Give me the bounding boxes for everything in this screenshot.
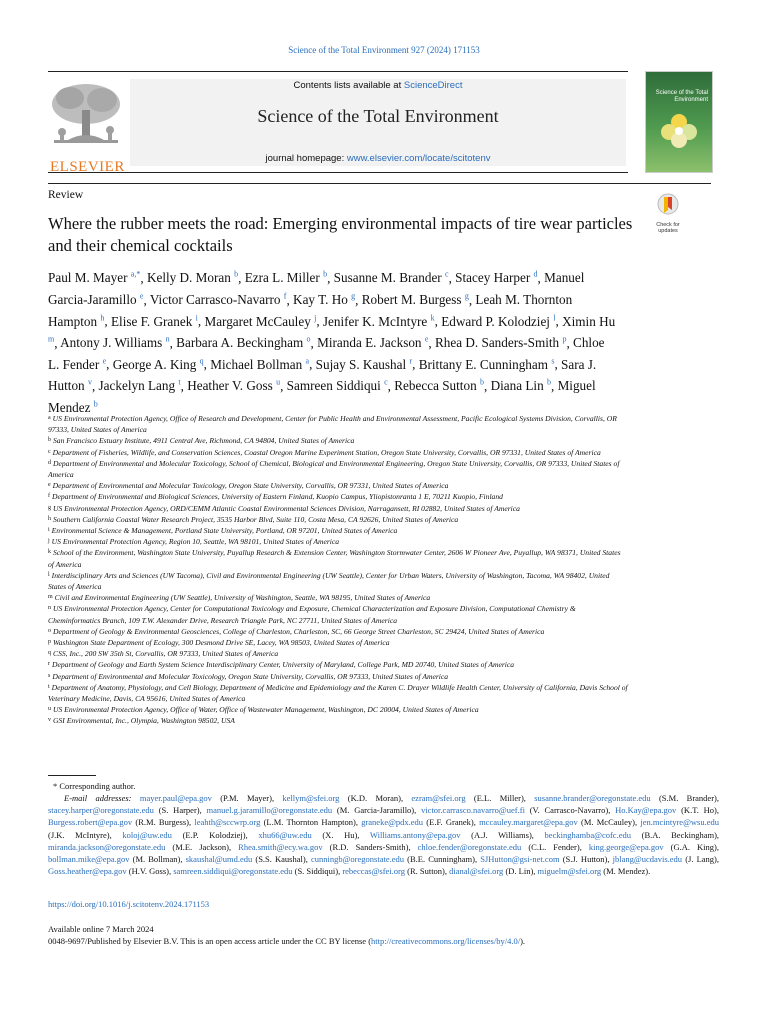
affiliation-key: f xyxy=(48,493,50,500)
author-name: Antony J. Williams xyxy=(60,335,163,351)
author[interactable] xyxy=(435,335,566,350)
license-suffix: ). xyxy=(520,936,526,946)
affiliation-key: u xyxy=(48,706,51,713)
affiliation-row xyxy=(48,536,628,547)
affiliation-text: US Environmental Protection Agency, Office of Research and Development, Center for Public Health and Environmental Assessment, Pacific Ecological Systems Division, Corvallis, OR 97333, United States of America xyxy=(48,414,617,435)
author-name: Paul M. Mayer xyxy=(48,270,128,286)
author-affiliation-marker[interactable]: h xyxy=(100,313,105,323)
contents-prefix: Contents lists available at xyxy=(293,80,404,91)
email-owner: (V. Carrasco-Navarro) xyxy=(529,805,609,816)
affiliation-key: a xyxy=(48,415,51,421)
author-affiliation-marker[interactable]: c xyxy=(445,270,449,279)
affiliation-key: v xyxy=(48,717,51,724)
author[interactable] xyxy=(99,378,181,393)
affiliation-row xyxy=(48,503,628,514)
author-name: Kay T. Ho xyxy=(293,291,348,307)
author-name: Chloe L. Fender xyxy=(48,335,605,372)
affiliation-row xyxy=(48,435,628,446)
affiliation-text: Interdisciplinary Arts and Sciences (UW Tacoma), Civil and Environmental Engineering (UW Seattle), Center for Urban Waters, University of Washington, Tacoma, WA 98402, United States of America xyxy=(48,570,610,592)
email-link[interactable]: koloj@uw.edu xyxy=(122,829,172,840)
affiliation-row xyxy=(48,648,628,659)
author-name: Rhea D. Sanders-Smith xyxy=(434,335,560,351)
email-owner: (M. McCauley) xyxy=(580,817,635,828)
email-owner: (S. Harper) xyxy=(158,805,200,816)
author[interactable] xyxy=(60,335,169,350)
email-owner: (R.M. Burgess) xyxy=(135,817,189,828)
affiliation-row xyxy=(48,637,628,648)
author[interactable] xyxy=(394,378,484,393)
email-link[interactable]: samreen.siddiqui@oregonstate.edu xyxy=(173,866,293,877)
affiliation-key: h xyxy=(48,515,51,522)
author-affiliation-marker[interactable]: b xyxy=(546,377,551,387)
author-list: Paul M. Mayer $^{a,*}$, Kelly D. Moran $^b$, Ezra L. Miller $^b$, Susanne M. Brander $^c$, Stacey Harper $^d$, Manuel Garcia-Jaramillo $^e$, Victor Carrasco-Navarro $^f$, Kay T. Ho $^g$, Robert M. Burgess $^g$, Leah M. Thornton Hampton $^h$, Elise F. Granek $^i$, Margaret McCauley $^j$, Jenifer K. McIntyre $^k$, Edward P. Kolodziej $^l$, Ximin Hu $^m$, Antony J. Williams $^n$, Barbara A. Beckingham $^o$, Miranda E. Jackson $^e$, Rhea D. Sanders-Smith $^p$, Chloe L. Fender $^e$, George A. King $^q$, Michael Bollman $^a$, Sujay S. Kaushal $^r$, Brittany E. Cunningham $^s$, Sara J. Hutton $^v$, Jackelyn Lang $^t$, Heather V. Goss $^u$, Samreen Siddiqui $^c$, Rebecca Sutton $^b$, Diana Lin $^b$, Miguel Mendez $^b$ xyxy=(48,270,616,415)
email-link[interactable]: Goss.heather@epa.gov xyxy=(48,866,127,877)
license-statement xyxy=(48,936,525,946)
author-name: Elise F. Granek xyxy=(110,313,193,329)
affiliation-key: j xyxy=(48,538,50,545)
author-name: Victor Carrasco-Navarro xyxy=(149,291,281,307)
author-name: Diana Lin xyxy=(490,378,544,394)
affiliation-key: q xyxy=(48,650,51,657)
author-affiliation-marker[interactable]: u xyxy=(276,377,281,387)
affiliation-text: Department of Anatomy, Physiology, and Cell Biology, Department of Medicine and Epidemiology and the Karen C. Drayer Wildlife Health Center, University of California, Davis School of Veterinary Medicine, Davis, CA 95616, United States of America xyxy=(48,682,628,704)
author[interactable] xyxy=(334,270,449,285)
email-list: mayer.paul@epa.gov (P.M. Mayer), kellym@sfei.org (K.D. Moran), ezram@sfei.org (E.L. Miller), susanne.brander@oregonstate.edu (S.M. Brander), stacey.harper@oregonstate.edu (S. Harper), manuel.g.jaramillo@oregonstate.edu (M. Garcia-Jaramillo), victor.carrasco.navarro@uef.fi (V. Carrasco-Navarro), Ho.Kay@epa.gov (K.T. Ho), Burgess.robert@epa.gov (R.M. Burgess), leahth@sccwrp.org (L.M. Thornton Hampton), graneke@pdx.edu (E.F. Granek), mccauley.margaret@epa.gov (M. McCauley), jen.mcintyre@wsu.edu (J.K. McIntyre), koloj@uw.edu (E.P. Kolodziej), xhu66@uw.edu (X. Hu), Williams.antony@epa.gov (A.J. Williams), beckinghamba@cofc.edu (B.A. Beckingham), miranda.jackson@oregonstate.edu (M.E. Jackson), Rhea.smith@ecy.wa.gov (R.D. Sanders-Smith), chloe.fender@oregonstate.edu (C.L. Fender), king.george@epa.gov (G.A. King), bollman.mike@epa.gov (M. Bollman), skaushal@umd.edu (S.S. Kaushal), cunningb@oregonstate.edu (B.E. Cunningham), SJHutton@gsi-net.com (S.J. Hutton), jblang@ucdavis.edu (J. Lang), Goss.heather@epa.gov (H.V. Goss), samreen.siddiqui@oregonstate.edu (S. Siddiqui), rebeccas@sfei.org (R. Sutton), dianal@sfei.org (D. Lin), miguelm@sfei.org (M. Mendez). xyxy=(48,793,720,877)
journal-cover-thumbnail[interactable] xyxy=(645,71,713,173)
affiliation-key: c xyxy=(48,448,51,455)
author-name: Heather V. Goss xyxy=(187,378,273,394)
email-owner: (K.D. Moran) xyxy=(347,793,401,803)
author-affiliation-marker[interactable]: s xyxy=(551,356,555,366)
email-owner: (S. Siddiqui) xyxy=(294,866,339,877)
author-affiliation-marker[interactable]: g xyxy=(351,291,356,301)
email-owner: (R. Sutton) xyxy=(407,866,445,877)
author[interactable] xyxy=(293,292,355,307)
author-name: Brittany E. Cunningham xyxy=(418,356,549,372)
email-link[interactable]: graneke@pdx.edu xyxy=(361,817,424,828)
email-owner: (D. Lin) xyxy=(505,866,534,877)
author-affiliation-marker[interactable]: o xyxy=(306,334,311,344)
author-affiliation-marker[interactable]: b xyxy=(479,377,484,387)
elsevier-wordmark: ELSEVIER xyxy=(50,159,125,175)
affiliation-row xyxy=(48,570,628,592)
affiliation-text: US Environmental Protection Agency, ORD/CEMM Atlantic Coastal Environmental Sciences Division, Narragansett, RI 02882, United States of America xyxy=(53,503,520,513)
affiliation-text: School of the Environment, Washington State University, Puyallup Research & Extension Center, Washington Stormwater Center, 2606 W Pioneer Ave, Puyallup, WA 98371, United States of America xyxy=(48,548,621,569)
email-link[interactable]: SJHutton@gsi-net.com xyxy=(480,854,560,865)
email-link[interactable]: Ho.Kay@epa.gov xyxy=(615,805,677,816)
affiliation-key: b xyxy=(48,437,51,444)
affiliation-key: o xyxy=(48,627,51,634)
email-link[interactable]: Burgess.robert@epa.gov xyxy=(48,817,133,828)
email-link[interactable]: mccauley.margaret@epa.gov xyxy=(479,817,578,828)
author-name: Samreen Siddiqui xyxy=(286,378,381,394)
email-link[interactable]: skaushal@umd.edu xyxy=(185,854,253,865)
author-affiliation-marker[interactable]: k xyxy=(430,313,435,323)
author[interactable] xyxy=(176,335,310,350)
author-name: Susanne M. Brander xyxy=(333,270,442,286)
author[interactable] xyxy=(419,357,555,372)
author[interactable] xyxy=(187,378,280,393)
cover-title: Science of the Total Environment xyxy=(655,90,708,103)
email-link[interactable]: beckinghamba@cofc.edu xyxy=(544,829,631,840)
author-name: Michael Bollman xyxy=(210,356,303,372)
journal-homepage-link[interactable]: www.elsevier.com/locate/scitotenv xyxy=(346,153,491,164)
author-name: Edward P. Kolodziej xyxy=(441,313,550,329)
journal-title: Science of the Total Environment xyxy=(257,106,499,126)
email-owner: (E.L. Miller) xyxy=(473,793,524,803)
affiliation-row xyxy=(48,715,628,726)
affiliation-key: s xyxy=(48,672,51,679)
email-link[interactable]: susanne.brander@oregonstate.edu xyxy=(534,793,651,803)
author[interactable] xyxy=(362,292,469,307)
author-name: Rebecca Sutton xyxy=(394,378,477,394)
author-affiliation-marker[interactable]: v xyxy=(87,377,92,387)
affiliation-text: US Environmental Protection Agency, Office of Water, Office of Wastewater Management, Washington, DC 20004, United States of America xyxy=(53,705,479,715)
email-owner: (B.A. Beckingham) xyxy=(641,829,717,840)
author-affiliation-marker[interactable]: d xyxy=(533,270,538,279)
affiliation-row xyxy=(48,447,628,458)
affiliation-row xyxy=(48,413,628,435)
affiliation-key: r xyxy=(48,661,50,668)
email-link[interactable]: xhu66@uw.edu xyxy=(258,829,312,840)
elsevier-tree-logo[interactable] xyxy=(48,80,126,175)
email-link[interactable]: Rhea.smith@ecy.wa.gov xyxy=(238,841,323,852)
email-link[interactable]: cunningb@oregonstate.edu xyxy=(310,854,404,865)
email-owner: (B.E. Cunningham) xyxy=(407,854,475,865)
contents-available-line xyxy=(130,80,626,91)
author[interactable] xyxy=(48,270,140,285)
affiliation-row xyxy=(48,704,628,715)
affiliation-text: Southern California Coastal Water Research Project, 3535 Harbor Blvd, Suite 110, Costa Mesa, CA 92626, United States of America xyxy=(53,514,459,524)
email-link[interactable]: king.george@epa.gov xyxy=(588,841,664,852)
author[interactable] xyxy=(455,270,537,285)
affiliation-text: Department of Environmental and Biological Sciences, University of Eastern Finland, Kuopio Campus, Yliopistonranta 1 E, 70211 Kuopio, Finland xyxy=(52,492,503,502)
author[interactable] xyxy=(210,357,309,372)
email-link[interactable]: leahth@sccwrp.org xyxy=(194,817,261,828)
author[interactable] xyxy=(245,270,327,285)
affiliation-key: k xyxy=(48,549,51,556)
paper-title: Where the rubber meets the road: Emerging environmental impacts of tire wear particles and their chemical cocktails xyxy=(48,214,633,255)
author-affiliation-marker[interactable]: q xyxy=(199,356,204,366)
author-affiliation-marker[interactable]: e xyxy=(102,356,107,366)
email-owner: (J.K. McIntyre) xyxy=(48,829,110,840)
affiliation-text: Washington State Department of Ecology, 300 Desmond Drive SE, Lacey, WA 98503, United States of America xyxy=(53,638,390,648)
author[interactable] xyxy=(204,314,316,329)
author-affiliation-marker[interactable]: c xyxy=(384,377,388,387)
author[interactable] xyxy=(491,378,551,393)
email-link[interactable]: chloe.fender@oregonstate.edu xyxy=(417,841,522,852)
author[interactable] xyxy=(147,270,238,285)
homepage-prefix: journal homepage: xyxy=(265,153,347,164)
email-link[interactable]: rebeccas@sfei.org xyxy=(342,866,405,877)
email-owner: (H.V. Goss) xyxy=(128,866,169,877)
affiliation-text: Department of Environmental and Molecular Toxicology, Oregon State University, Corvallis, OR 97331, United States of America xyxy=(52,481,449,491)
affiliation-row xyxy=(48,514,628,525)
check-for-updates-badge[interactable] xyxy=(648,193,688,233)
author-affiliation-marker[interactable]: p xyxy=(562,334,567,344)
article-type-label: Review xyxy=(48,189,84,201)
affiliation-list xyxy=(48,413,628,727)
author[interactable] xyxy=(323,314,435,329)
email-owner: (X. Hu) xyxy=(322,829,358,840)
author-name: Stacey Harper xyxy=(455,270,531,286)
title-rule xyxy=(48,183,711,184)
affiliation-key: i xyxy=(48,527,50,534)
author-name: George A. King xyxy=(112,356,197,372)
email-owner: (E.P. Kolodziej) xyxy=(182,829,246,840)
author-affiliation-marker[interactable]: e xyxy=(139,291,144,301)
email-owner: (P.M. Mayer) xyxy=(220,793,272,803)
email-owner: (E.F. Granek) xyxy=(426,817,474,828)
affiliation-text: Environmental Science & Management, Portland State University, Portland, OR 97201, United States of America xyxy=(51,526,398,536)
author-affiliation-marker[interactable]: e xyxy=(424,334,429,344)
author-name: Miguel Mendez xyxy=(48,378,596,415)
email-link[interactable]: Williams.antony@epa.gov xyxy=(369,829,461,840)
author-affiliation-marker[interactable]: n xyxy=(165,334,170,344)
email-owner: (S.S. Kaushal) xyxy=(255,854,306,865)
affiliation-text: GSI Environmental, Inc., Olympia, Washington 98502, USA xyxy=(53,716,235,726)
affiliation-row xyxy=(48,603,628,625)
affiliation-row xyxy=(48,682,628,704)
email-owner: (J. Lang) xyxy=(685,854,717,865)
author-name: Sara J. Hutton xyxy=(48,356,597,394)
author-name: Leah M. Thornton Hampton xyxy=(48,291,573,329)
author-affiliation-marker[interactable]: j xyxy=(314,313,317,323)
author-affiliation-marker[interactable]: f xyxy=(283,291,287,301)
sciencedirect-link[interactable]: ScienceDirect xyxy=(403,80,463,91)
email-owner: (K.T. Ho) xyxy=(681,805,717,816)
email-owner: (G.A. King) xyxy=(670,841,717,852)
affiliation-row xyxy=(48,525,628,536)
affiliation-key: l xyxy=(48,571,50,578)
author-affiliation-marker[interactable]: r xyxy=(409,356,413,366)
affiliation-row xyxy=(48,480,628,491)
email-link[interactable]: ezram@sfei.org xyxy=(411,793,466,803)
affiliation-text: US Environmental Protection Agency, Region 10, Seattle, WA 98101, United States of America xyxy=(51,537,340,547)
affiliation-key: t xyxy=(48,683,50,690)
author-name: Kelly D. Moran xyxy=(146,270,231,286)
affiliation-text: US Environmental Protection Agency, Center for Computational Toxicology and Exposure, Chemical Characterization and Exposure Division, Computational Chemistry & Cheminformatics Branch, 109 T.W. Alexander Drive, Research Triangle Park, NC 27711, United States of America xyxy=(48,604,576,625)
email-owner: (R.D. Sanders-Smith) xyxy=(329,841,409,852)
available-online-date: Available online 7 March 2024 xyxy=(48,924,154,934)
affiliation-key: p xyxy=(48,639,51,646)
email-addresses xyxy=(48,792,719,877)
author[interactable] xyxy=(113,357,204,372)
affiliation-text: Department of Environmental and Molecular Toxicology, Oregon State University, Corvallis, OR 97333, United States of America xyxy=(52,671,449,681)
affiliation-text: San Francisco Estuary Institute, 4911 Central Ave, Richmond, CA 94804, United States of America xyxy=(53,436,355,446)
journal-citation-line[interactable]: Science of the Total Environment 927 (2024) 171153 xyxy=(288,45,480,55)
email-link[interactable]: victor.carrasco.navarro@uef.fi xyxy=(421,805,525,816)
affiliation-key: g xyxy=(48,504,51,511)
author[interactable] xyxy=(287,378,388,393)
email-link[interactable]: stacey.harper@oregonstate.edu xyxy=(48,805,154,816)
affiliation-row xyxy=(48,547,628,569)
author[interactable] xyxy=(441,314,555,329)
author-affiliation-marker[interactable]: m xyxy=(48,334,55,344)
email-link[interactable]: mayer.paul@epa.gov xyxy=(139,793,212,803)
author-name: Ximin Hu xyxy=(562,313,616,329)
footnote-rule xyxy=(48,775,96,776)
journal-homepage-line xyxy=(130,153,626,164)
author-name: Barbara A. Beckingham xyxy=(176,335,304,351)
affiliation-row xyxy=(48,671,628,682)
affiliation-text: Department of Geology & Environmental Geosciences, College of Charleston, Charleston, SC, 66 George Street Charleston, SC 29424, United States of America xyxy=(53,626,545,636)
affiliation-key: m xyxy=(48,594,53,601)
affiliation-key: d xyxy=(48,459,51,466)
email-link[interactable]: miranda.jackson@oregonstate.edu xyxy=(48,841,166,852)
affiliation-text: Department of Geology and Earth System Science Interdisciplinary Center, University of Maryland, College Park, MD 20740, United States of America xyxy=(52,660,515,670)
email-link[interactable]: bollman.mike@epa.gov xyxy=(48,854,130,865)
affiliation-row xyxy=(48,592,628,603)
check-updates-icon xyxy=(657,193,679,217)
email-link[interactable]: jblang@ucdavis.edu xyxy=(612,854,683,865)
affiliation-key: n xyxy=(48,605,51,612)
email-owner: (S.M. Brander) xyxy=(658,793,717,803)
author[interactable] xyxy=(111,314,198,329)
author-name: Ezra L. Miller xyxy=(244,270,320,286)
author-affiliation-marker[interactable]: g xyxy=(464,291,469,301)
email-link[interactable]: kellym@sfei.org xyxy=(282,793,340,803)
affiliation-text: Civil and Environmental Engineering (UW Seattle), University of Washington, Seattle, WA 98195, United States of America xyxy=(54,593,431,603)
author-affiliation-marker[interactable]: b xyxy=(234,270,239,279)
author-affiliation-marker[interactable]: b xyxy=(93,399,98,409)
affiliation-row xyxy=(48,626,628,637)
email-owner: (L.M. Thornton Hampton) xyxy=(263,817,356,828)
email-link[interactable]: manuel.g.jaramillo@oregonstate.edu xyxy=(206,805,333,816)
email-link[interactable]: dianal@sfei.org xyxy=(449,866,504,877)
license-prefix: 0048-9697/Published by Elsevier B.V. This is an open access article under the CC BY license ( xyxy=(48,936,372,946)
email-addresses-label: E-mail addresses: xyxy=(64,793,132,803)
author-name: Manuel Garcia-Jaramillo xyxy=(48,270,585,307)
email-owner: (M.E. Jackson) xyxy=(172,841,229,852)
author-affiliation-marker[interactable]: a xyxy=(305,356,310,366)
email-owner: (S.J. Hutton) xyxy=(562,854,608,865)
affiliation-row xyxy=(48,491,628,502)
author-name: Jenifer K. McIntyre xyxy=(322,313,428,329)
author[interactable] xyxy=(316,357,412,372)
check-updates-label: Check for updates xyxy=(656,222,680,234)
author-affiliation-marker[interactable]: t xyxy=(178,377,181,387)
author[interactable] xyxy=(150,292,287,307)
email-owner: (A.J. Williams) xyxy=(471,829,532,840)
email-link[interactable]: miguelm@sfei.org xyxy=(537,866,602,877)
license-link[interactable]: http://creativecommons.org/licenses/by/4.0/ xyxy=(371,936,521,946)
doi-link[interactable]: https://doi.org/10.1016/j.scitotenv.2024.171153 xyxy=(48,899,210,909)
author-name: Miranda E. Jackson xyxy=(317,335,422,351)
author-name: Jackelyn Lang xyxy=(98,378,176,394)
email-owner: (C.L. Fender) xyxy=(528,841,580,852)
email-owner: (M. Mendez) xyxy=(603,866,649,877)
affiliation-key: e xyxy=(48,482,51,489)
email-link[interactable]: jen.mcintyre@wsu.edu xyxy=(640,817,719,828)
author-name: Margaret McCauley xyxy=(204,313,311,329)
corresponding-author-note: * Corresponding author. xyxy=(53,781,136,791)
journal-masthead xyxy=(48,71,628,173)
email-owner: (M. Garcia-Jaramillo) xyxy=(336,805,415,816)
cover-flower-graphic xyxy=(660,112,698,152)
author-affiliation-marker[interactable]: l xyxy=(553,313,556,323)
author-name: Sujay S. Kaushal xyxy=(315,356,407,372)
author[interactable] xyxy=(317,335,428,350)
author-affiliation-marker[interactable]: a,* xyxy=(130,270,141,279)
affiliation-text: Department of Environmental and Molecular Toxicology, School of Chemical, Biological and Environmental Engineering, Oregon State University, Corvallis, OR 97333, United States of America xyxy=(48,458,620,480)
email-owner: (M. Bollman) xyxy=(132,854,181,865)
author-name: Robert M. Burgess xyxy=(361,291,462,307)
affiliation-row xyxy=(48,458,628,480)
affiliation-row xyxy=(48,659,628,670)
affiliation-text: CSS, Inc., 200 SW 35th St, Corvallis, OR 97333, United States of America xyxy=(53,649,279,659)
author-affiliation-marker[interactable]: i xyxy=(195,313,198,323)
author-affiliation-marker[interactable]: b xyxy=(323,270,328,279)
affiliation-text: Department of Fisheries, Wildlife, and Conservation Sciences, Coastal Oregon Marine Experiment Station, Oregon State University, Corvallis, OR 97331, United States of America xyxy=(52,447,601,457)
